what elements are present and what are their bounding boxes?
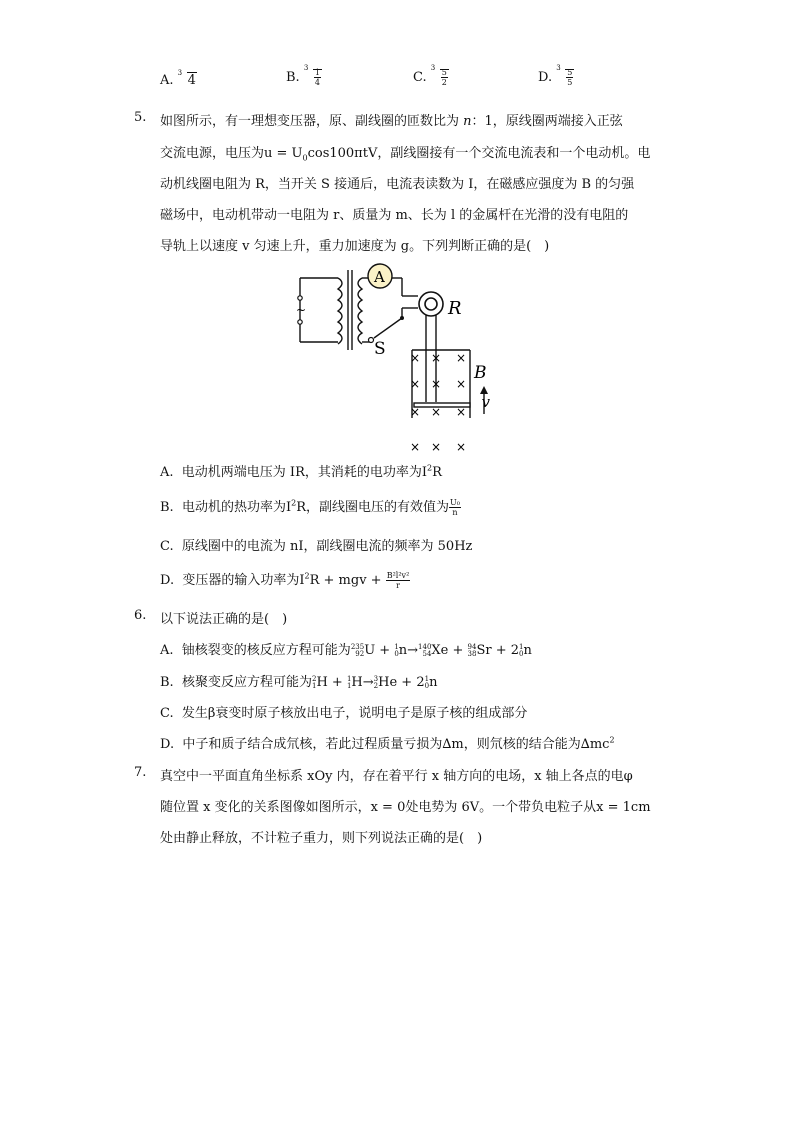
ammeter-label: A (374, 268, 385, 286)
svg-text:×: × (431, 377, 442, 391)
q6-option-b: B. 核聚变反应方程可能为 2 1 H + 1 1 H→ 3 2 He + 2 1 0 n (160, 674, 438, 690)
q7-number: 7. (134, 765, 147, 780)
q4-option-d: D. 3 $\frac{5}{5}$ (538, 64, 573, 87)
q6-option-a: A. 铀核裂变的核反应方程可能为 235 92 U + 1 0 n→ 140 54 Xe + 94 38 Sr + 2 1 0 n (160, 642, 532, 658)
q6-number: 6. (134, 608, 147, 623)
resistor-label: R (448, 298, 462, 319)
q5-line-5: 导轨上以速度 v 匀速上升，重力加速度为 g。下列判断正确的是( ) (160, 239, 550, 254)
q5-option-d: D. 变压器的输入功率为$I^2R$ + mgv + $\frac{\text{B²l²v²}}{r}$ (160, 571, 410, 590)
svg-text:×: × (431, 351, 442, 365)
q7-line-1: 真空中一平面直角坐标系 xOy 内，存在着平行 x 轴方向的电场，x 轴上各点的电φ (160, 769, 633, 784)
q7-line-2: 随位置 x 变化的关系图像如图所示，x = 0处电势为 6V。一个带负电粒子从x = 1cm (160, 800, 651, 815)
svg-text:×: × (431, 440, 442, 454)
q4-option-c: C. 3 $\frac{5}{2}$ (413, 64, 447, 87)
q4-option-b: B. 3 $\frac{1}{4}$ (286, 64, 320, 87)
q5-option-b: B. 电动机的热功率为$I^2R$，副线圈电压的有效值为 $\frac{\text{U₀}}{n}$ (160, 498, 460, 517)
q6-option-d: D. 中子和质子结合成氘核，若此过程质量亏损为∆m，则氘核的结合能为$\Delta mc^2$ (160, 735, 615, 752)
field-label: B (474, 363, 487, 383)
svg-text:×: × (456, 440, 467, 454)
q4-option-a: A. 3 4 (160, 69, 196, 88)
transformer-circuit-diagram (290, 262, 490, 457)
switch-label: S (374, 339, 386, 359)
svg-text:×: × (410, 405, 421, 419)
q6-option-c: C. 发生β衰变时原子核放出电子，说明电子是原子核的组成部分 (160, 706, 528, 721)
svg-text:×: × (456, 405, 467, 419)
svg-text:×: × (410, 377, 421, 391)
q5-line-1: 如图所示，有一理想变压器，原、副线圈的匝数比为 n：1，原线圈两端接入正弦 (160, 114, 623, 129)
svg-text:×: × (410, 440, 421, 454)
q5-option-a: A. 电动机两端电压为 IR，其消耗的电功率为$I^2R$ (160, 463, 442, 480)
ac-source-symbol: ~ (296, 303, 307, 317)
svg-text:×: × (456, 351, 467, 365)
q6-stem: 以下说法正确的是( ) (160, 612, 288, 627)
q5-line-4: 磁场中，电动机带动一电阻为 r、质量为 m、长为 l 的金属杆在光滑的没有电阻的 (160, 208, 629, 223)
q5-line-3: 动机线圈电阻为 R，当开关 S 接通后，电流表读数为 I，在磁感应强度为 B 的匀强 (160, 177, 635, 192)
svg-text:×: × (431, 405, 442, 419)
q5-line-2: 交流电源，电压为$u = U_0\cos 100\pi tV$，副线圈接有一个交流电流表和一个电动机。电 (160, 146, 651, 163)
velocity-label: v (481, 393, 490, 411)
svg-text:×: × (410, 351, 421, 365)
q5-number: 5. (134, 110, 147, 125)
svg-text:×: × (456, 377, 467, 391)
q7-line-3: 处由静止释放，不计粒子重力，则下列说法正确的是( ) (160, 831, 483, 846)
q5-option-c: C. 原线圈中的电流为 nI，副线圈电流的频率为 50Hz (160, 539, 473, 554)
